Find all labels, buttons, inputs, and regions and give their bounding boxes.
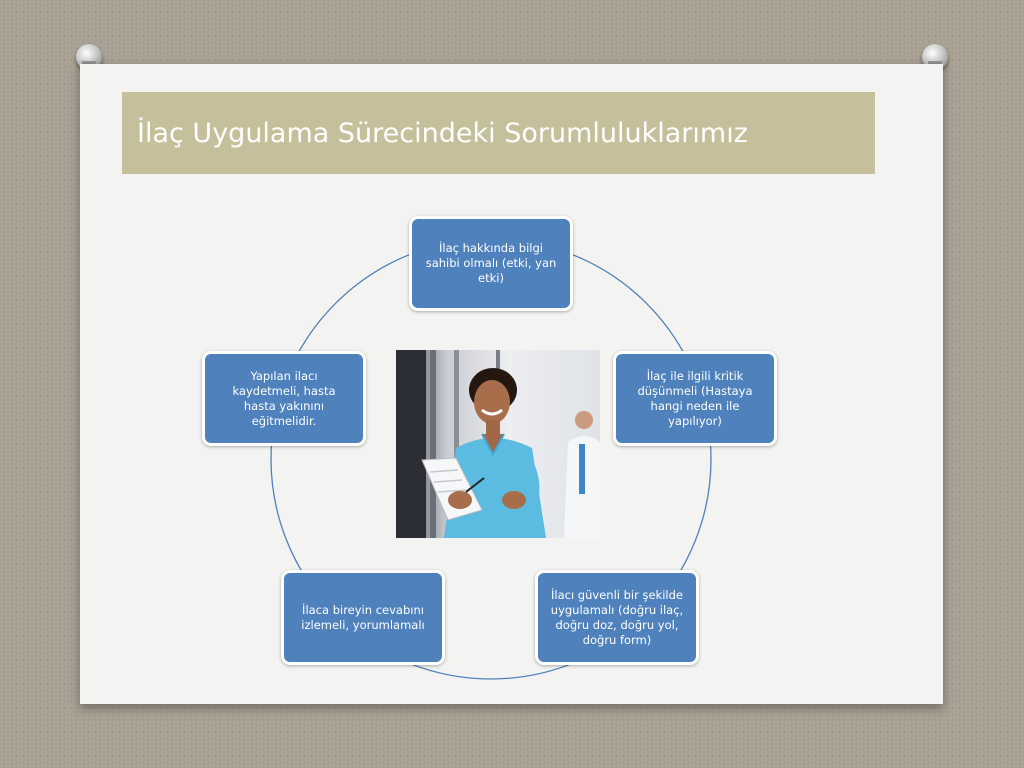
cycle-node-safe-administration: İlacı güvenli bir şekilde uygulamalı (doğru ilaç, doğru doz, doğru yol, doğru form) <box>535 570 699 665</box>
slide-title: İlaç Uygulama Sürecindeki Sorumluluklarımız <box>137 117 748 149</box>
cycle-node-knowledge: İlaç hakkında bilgi sahibi olmalı (etki, yan etki) <box>409 216 573 311</box>
cycle-node-critical-thinking: İlaç ile ilgili kritik düşünmeli (Hastaya hangi neden ile yapılıyor) <box>613 351 777 446</box>
cycle-node-monitor-response: İlaca bireyin cevabını izlemeli, yorumlamalı <box>281 570 445 665</box>
nurse-photo <box>396 350 600 538</box>
cycle-node-record-educate: Yapılan ilacı kaydetmeli, hasta hasta yakınını eğitmelidir. <box>202 351 366 446</box>
